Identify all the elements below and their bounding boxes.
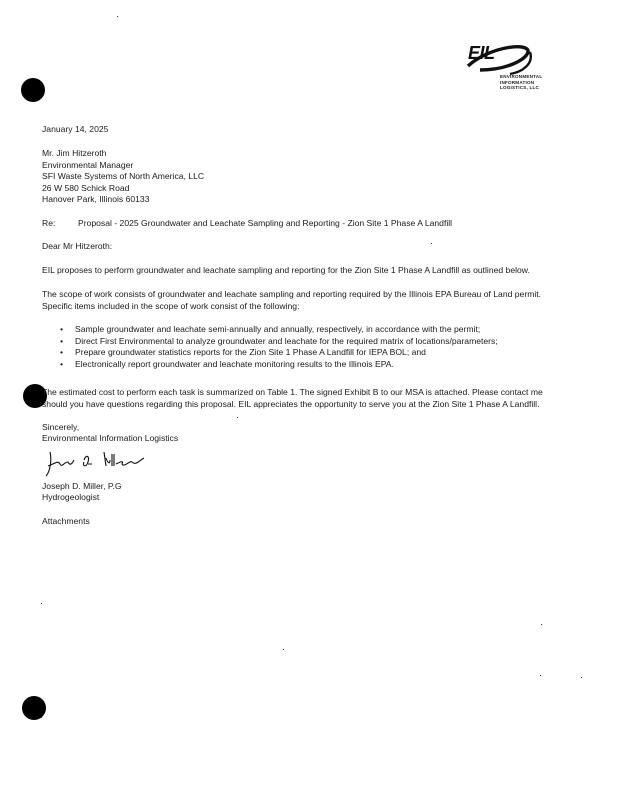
scan-speck: [283, 649, 284, 650]
list-item: [42, 324, 498, 336]
closing: Sincerely,: [42, 422, 80, 432]
cost-paragraph: [42, 387, 543, 410]
logo-tagline-line: LOGISTICS, LLC: [500, 85, 540, 91]
list-item-text: Prepare groundwater statistics reports for the Zion Site 1 Phase A Landfill for IEPA BOL; and: [75, 347, 426, 357]
recipient-line: Environmental Manager: [42, 159, 134, 170]
logo-tagline-line: INFORMATION: [500, 79, 535, 85]
list-item-text: Sample groundwater and leachate semi-annually and annually, respectively, in accordance with the permit;: [75, 324, 481, 334]
bullet-icon: •: [60, 347, 64, 357]
logo-tagline-line: ENVIRONMENTAL: [500, 74, 543, 79]
intro-paragraph: EIL proposes to perform groundwater and leachate sampling and reporting for the Zion Site 1 Phase A Landfill as outlined below.: [42, 265, 530, 275]
scan-speck: [581, 677, 582, 678]
signature: [44, 446, 164, 480]
subject-label: Re:: [42, 218, 56, 228]
salutation: Dear Mr Hitzeroth:: [42, 241, 113, 251]
recipient-line: Hanover Park, Illinois 60133: [42, 194, 150, 204]
attachments-label: Attachments: [42, 516, 90, 526]
signer-title: Hydrogeologist: [42, 492, 100, 502]
bullet-icon: •: [60, 324, 64, 334]
cost-paragraph-line: should you have questions regarding this proposal. EIL appreciates the opportunity to serve you at the Zion Site 1 Phase A Landfill.: [42, 398, 540, 409]
scan-speck: [237, 417, 238, 418]
recipient-address: [42, 148, 204, 206]
recipient-line: Mr. Jim Hitzeroth: [42, 148, 107, 158]
company-logo: [460, 40, 570, 102]
signer-name: Joseph D. Miller, P.G: [42, 481, 122, 491]
punch-hole-bottom: [22, 696, 46, 720]
letter-date: January 14, 2025: [42, 124, 109, 134]
scope-paragraph: [42, 289, 541, 312]
logo-tagline: [500, 74, 542, 91]
scope-paragraph-line: The scope of work consists of groundwater and leachate sampling and reporting required by the Illinois EPA Bureau of Land permit.: [42, 289, 542, 299]
punch-hole-top: [21, 78, 45, 102]
scope-paragraph-line: Specific items included in the scope of work consist of the following:: [42, 300, 300, 311]
recipient-line: 26 W 580 Schick Road: [42, 182, 130, 193]
list-item-text: Electronically report groundwater and leachate monitoring results to the Illinois EPA.: [75, 358, 394, 369]
scan-speck: [117, 16, 118, 17]
list-item: [42, 347, 498, 359]
logo-wordmark: EIL: [468, 43, 495, 63]
list-item: [42, 359, 498, 371]
scope-bullet-list: [42, 324, 498, 370]
list-item: [42, 336, 498, 348]
scan-speck: [41, 717, 42, 718]
bullet-icon: •: [60, 335, 64, 346]
company-name: Environmental Information Logistics: [42, 433, 179, 443]
cost-paragraph-line: The estimated cost to perform each task is summarized on Table 1. The signed Exhibit B to our MSA is attached. Please contact me: [42, 387, 543, 397]
bullet-icon: •: [60, 358, 64, 369]
scan-speck: [41, 603, 42, 604]
scan-speck: [541, 624, 542, 625]
list-item-text: Direct First Environmental to analyze groundwater and leachate for the required matrix of locations/parameters;: [75, 335, 498, 346]
recipient-line: SFI Waste Systems of North America, LLC: [42, 171, 205, 181]
scan-speck: [540, 675, 541, 676]
scan-speck: [431, 243, 432, 244]
subject-text: Proposal - 2025 Groundwater and Leachate Sampling and Reporting - Zion Site 1 Phase A Landfill: [78, 218, 453, 228]
